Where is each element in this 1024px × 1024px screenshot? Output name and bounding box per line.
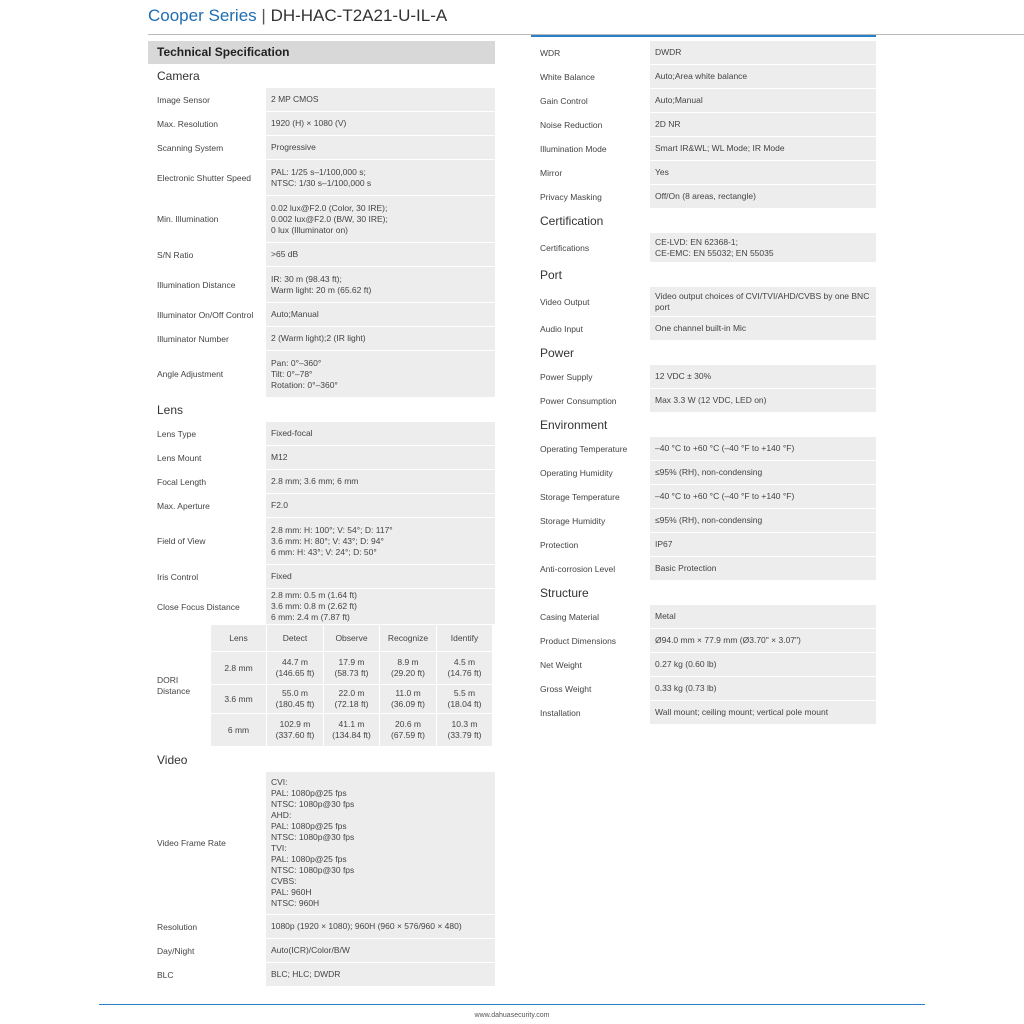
value-line: port — [655, 301, 670, 312]
spec-label: BLC — [148, 963, 266, 986]
spec-value — [650, 137, 876, 160]
value-line: 17.9 m — [338, 657, 365, 667]
spec-row-storage-temperature — [531, 485, 876, 508]
page-title — [148, 6, 447, 26]
spec-label: Protection — [531, 533, 650, 556]
value-line: DWDR — [655, 47, 682, 57]
section-environment: Environment — [540, 418, 608, 432]
right-column-rule — [531, 35, 876, 37]
spec-value — [266, 303, 495, 326]
spec-row-installation — [531, 701, 876, 724]
spec-value — [266, 351, 495, 397]
value-line: (337.60 ft) — [275, 730, 315, 740]
value-line: 2.8 mm: H: 100°; V: 54°; D: 117° — [271, 524, 393, 535]
footer-url: www.dahuasecurity.com — [474, 1012, 550, 1019]
spec-label: Casing Material — [531, 605, 650, 628]
spec-value — [266, 518, 495, 564]
value-line: (180.45 ft) — [275, 699, 315, 709]
spec-value — [266, 196, 495, 242]
dori-header — [266, 625, 323, 652]
spec-row-blc — [148, 963, 495, 986]
spec-row-certifications — [531, 233, 876, 262]
value-line: (29.20 ft) — [390, 668, 426, 678]
value-line: BLC; HLC; DWDR — [271, 969, 341, 979]
value-line: 44.7 m — [282, 657, 308, 667]
value-line: Auto;Area white balance — [655, 71, 748, 81]
spec-label: Max. Aperture — [148, 494, 266, 517]
value-line: 12 VDC ± 30% — [655, 371, 712, 381]
right-column — [531, 41, 876, 725]
power-table — [531, 365, 876, 412]
spec-value — [266, 267, 495, 302]
spec-row-image-sensor — [148, 88, 495, 111]
spec-row-illuminator-on-off-control — [148, 303, 495, 326]
value-line: PAL: 1080p@25 fps — [271, 788, 347, 798]
spec-row-s-n-ratio — [148, 243, 495, 266]
value-line: 11.0 m — [395, 688, 421, 698]
spec-value — [650, 233, 876, 262]
dori-value-cell — [323, 652, 379, 685]
spec-row-protection — [531, 533, 876, 556]
dori-lens-cell — [210, 714, 266, 747]
video-continued-table — [531, 41, 876, 208]
value-line: AHD: — [271, 810, 292, 820]
value-line: 3.6 mm — [224, 693, 253, 704]
spec-row-video-output — [531, 287, 876, 316]
spec-label: Day/Night — [148, 939, 266, 962]
spec-label: Illuminator On/Off Control — [148, 303, 266, 326]
spec-row-field-of-view — [148, 518, 495, 564]
spec-value — [266, 772, 495, 914]
spec-label: Min. Illumination — [148, 196, 266, 242]
spec-value — [650, 41, 876, 64]
spec-label: Video Frame Rate — [148, 772, 266, 914]
spec-label: Product Dimensions — [531, 629, 650, 652]
value-line: Basic Protection — [655, 563, 717, 573]
dori-distance-table — [148, 625, 495, 747]
spec-value — [266, 963, 495, 986]
value-line: NTSC: 1080p@30 fps — [271, 799, 355, 809]
value-line: 0.002 lux@F2.0 (B/W, 30 IRE); — [271, 213, 388, 224]
value-line: CE-LVD: EN 62368-1; — [655, 236, 738, 247]
spec-label: Privacy Masking — [531, 185, 650, 208]
value-line: F2.0 — [271, 500, 289, 510]
value-line: 2 MP CMOS — [271, 94, 319, 104]
spec-row-min-illumination — [148, 196, 495, 242]
dori-value-cell — [379, 685, 436, 714]
value-line: Yes — [655, 167, 669, 177]
spec-row-lens-type — [148, 422, 495, 445]
value-line: –40 °C to +60 °C (–40 °F to +140 °F) — [655, 443, 795, 453]
value-line: (72.18 ft) — [334, 699, 369, 709]
spec-label: Gross Weight — [531, 677, 650, 700]
spec-value — [266, 160, 495, 195]
value-line: 41.1 m — [338, 719, 365, 729]
spec-label: Operating Temperature — [531, 437, 650, 460]
value-line: NTSC: 1080p@30 fps — [271, 832, 355, 842]
spec-row-net-weight — [531, 653, 876, 676]
value-line: IP67 — [655, 539, 673, 549]
technical-specification-title: Technical Specification — [148, 41, 495, 64]
spec-label: Iris Control — [148, 565, 266, 588]
spec-label: Close Focus Distance — [148, 589, 266, 624]
spec-label: Noise Reduction — [531, 113, 650, 136]
value-line: NTSC: 1080p@30 fps — [271, 865, 355, 875]
value-line: CVI: — [271, 777, 288, 787]
value-line: 8.9 m — [397, 657, 419, 667]
spec-value — [266, 470, 495, 493]
spec-label: Image Sensor — [148, 88, 266, 111]
spec-row-max-resolution — [148, 112, 495, 135]
spec-value — [266, 565, 495, 588]
spec-value — [650, 461, 876, 484]
value-line: Observe — [335, 632, 368, 643]
spec-value — [650, 677, 876, 700]
spec-label: White Balance — [531, 65, 650, 88]
environment-table — [531, 437, 876, 580]
spec-label: Net Weight — [531, 653, 650, 676]
dori-value-cell — [436, 685, 492, 714]
spec-label: Angle Adjustment — [148, 351, 266, 397]
spec-value — [650, 65, 876, 88]
value-line: 55.0 m — [282, 688, 308, 698]
value-line: 20.6 m — [395, 719, 421, 729]
spec-label: Installation — [531, 701, 650, 724]
series-name: Cooper Series — [148, 6, 257, 25]
value-line: Progressive — [271, 142, 316, 152]
spec-value — [650, 437, 876, 460]
spec-label: Resolution — [148, 915, 266, 938]
dori-value-cell — [379, 652, 436, 685]
spec-row-close-focus-distance — [148, 589, 495, 624]
spec-value — [266, 422, 495, 445]
spec-label: Power Consumption — [531, 389, 650, 412]
dori-value-cell — [323, 714, 379, 747]
spec-label: Mirror — [531, 161, 650, 184]
structure-table — [531, 605, 876, 724]
value-line: (14.76 ft) — [447, 668, 482, 678]
spec-row-day-night — [148, 939, 495, 962]
spec-row-video-frame-rate — [148, 772, 495, 914]
value-line: PAL: 960H — [271, 887, 312, 897]
value-line: (36.09 ft) — [390, 699, 426, 709]
value-line: 2.8 mm: 0.5 m (1.64 ft) — [271, 590, 357, 600]
value-line: (146.65 ft) — [275, 668, 315, 678]
spec-value — [650, 287, 876, 316]
value-line: >65 dB — [271, 249, 299, 259]
spec-row-focal-length — [148, 470, 495, 493]
value-line: Smart IR&WL; WL Mode; IR Mode — [655, 143, 785, 153]
spec-value — [650, 365, 876, 388]
spec-value — [266, 136, 495, 159]
value-line: Max 3.3 W (12 VDC, LED on) — [655, 395, 767, 405]
spec-value — [650, 701, 876, 724]
video-table — [148, 915, 495, 986]
section-camera: Camera — [157, 69, 200, 83]
spec-row-gross-weight — [531, 677, 876, 700]
spec-label: WDR — [531, 41, 650, 64]
value-line: Off/On (8 areas, rectangle) — [655, 191, 756, 201]
spec-row-operating-humidity — [531, 461, 876, 484]
model-number: DH-HAC-T2A21-U-IL-A — [270, 6, 448, 25]
value-line: Pan: 0°–360° — [271, 357, 322, 368]
value-line: Auto;Manual — [655, 95, 703, 105]
spec-row-white-balance — [531, 65, 876, 88]
value-line: PAL: 1/25 s–1/100,000 s; — [271, 166, 366, 177]
value-line: 2.8 mm; 3.6 mm; 6 mm — [271, 476, 359, 486]
value-line: M12 — [271, 452, 288, 462]
spec-value — [650, 389, 876, 412]
title-separator: | — [261, 6, 266, 25]
value-line: Recognize — [387, 632, 429, 643]
spec-value — [650, 113, 876, 136]
spec-value — [266, 494, 495, 517]
spec-label: Storage Temperature — [531, 485, 650, 508]
value-line: 0 lux (Illuminator on) — [271, 224, 349, 235]
value-line: 0.27 kg (0.60 lb) — [655, 659, 717, 669]
spec-value — [266, 446, 495, 469]
dori-value-cell — [379, 714, 436, 747]
dori-value-cell — [436, 714, 492, 747]
value-line: Metal — [655, 611, 676, 621]
spec-row-anti-corrosion-level — [531, 557, 876, 580]
value-line: Fixed — [271, 571, 292, 581]
spec-row-product-dimensions — [531, 629, 876, 652]
value-line: 2D NR — [655, 119, 681, 129]
spec-value — [266, 327, 495, 350]
spec-row-illumination-mode — [531, 137, 876, 160]
spec-label: Illumination Distance — [148, 267, 266, 302]
spec-value — [650, 629, 876, 652]
footer-rule — [99, 1004, 925, 1005]
value-line: –40 °C to +60 °C (–40 °F to +140 °F) — [655, 491, 795, 501]
spec-label: Power Supply — [531, 365, 650, 388]
value-line: NTSC: 1/30 s–1/100,000 s — [271, 177, 372, 188]
value-line: One channel built-in Mic — [655, 323, 747, 333]
spec-row-iris-control — [148, 565, 495, 588]
spec-value — [266, 112, 495, 135]
spec-row-illumination-distance — [148, 267, 495, 302]
value-line: 2.8 mm — [224, 662, 253, 673]
spec-value — [266, 915, 495, 938]
spec-label: Storage Humidity — [531, 509, 650, 532]
spec-value — [650, 161, 876, 184]
spec-label: S/N Ratio — [148, 243, 266, 266]
value-line: ≤95% (RH), non-condensing — [655, 467, 763, 477]
value-line: Detect — [282, 632, 308, 643]
value-line: NTSC: 960H — [271, 898, 320, 908]
spec-row-power-consumption — [531, 389, 876, 412]
spec-value — [650, 89, 876, 112]
dori-value-cell — [266, 685, 323, 714]
spec-row-casing-material — [531, 605, 876, 628]
value-line: 2 (Warm light);2 (IR light) — [271, 333, 366, 343]
value-line: IR: 30 m (98.43 ft); — [271, 273, 342, 284]
value-line: 4.5 m — [453, 657, 476, 667]
spec-label: Anti-corrosion Level — [531, 557, 650, 580]
spec-row-electronic-shutter-speed — [148, 160, 495, 195]
spec-value — [650, 317, 876, 340]
spec-row-angle-adjustment — [148, 351, 495, 397]
value-line: Ø94.0 mm × 77.9 mm (Ø3.70" × 3.07") — [655, 635, 801, 645]
spec-label: Max. Resolution — [148, 112, 266, 135]
spec-label: Lens Type — [148, 422, 266, 445]
spec-label: Field of View — [148, 518, 266, 564]
spec-row-resolution — [148, 915, 495, 938]
certification-table — [531, 233, 876, 262]
dori-label — [148, 625, 210, 747]
spec-label: Scanning System — [148, 136, 266, 159]
port-table — [531, 287, 876, 340]
spec-label: Focal Length — [148, 470, 266, 493]
spec-row-scanning-system — [148, 136, 495, 159]
value-line: TVI: — [271, 843, 287, 853]
value-line: 102.9 m — [279, 719, 311, 729]
left-column — [148, 41, 495, 987]
value-line: PAL: 1080p@25 fps — [271, 854, 347, 864]
spec-row-lens-mount — [148, 446, 495, 469]
spec-row-noise-reduction — [531, 113, 876, 136]
spec-value — [650, 509, 876, 532]
spec-value — [650, 605, 876, 628]
value-line: 5.5 m — [453, 688, 476, 698]
value-line: Video output choices of CVI/TVI/AHD/CVBS by one BNC — [655, 290, 870, 301]
value-line: Warm light: 20 m (65.62 ft) — [271, 284, 372, 295]
value-line: 10.3 m — [451, 719, 478, 729]
value-line: 6 mm: H: 43°; V: 24°; D: 50° — [271, 546, 377, 557]
value-line: (18.04 ft) — [447, 699, 482, 709]
spec-value — [266, 88, 495, 111]
value-line: Tilt: 0°–78° — [271, 368, 313, 379]
dori-header — [436, 625, 492, 652]
spec-value — [650, 185, 876, 208]
spec-value — [266, 243, 495, 266]
section-lens: Lens — [157, 403, 184, 417]
dori-value-cell — [266, 714, 323, 747]
spec-row-max-aperture — [148, 494, 495, 517]
section-port: Port — [540, 268, 563, 282]
value-line: CVBS: — [271, 876, 297, 886]
spec-row-power-supply — [531, 365, 876, 388]
value-line: 0.33 kg (0.73 lb) — [655, 683, 717, 693]
spec-row-audio-input — [531, 317, 876, 340]
value-line: 22.0 m — [338, 688, 365, 698]
value-line: 6 mm — [227, 724, 250, 735]
dori-header — [323, 625, 379, 652]
value-line: (33.79 ft) — [447, 730, 482, 740]
spec-row-operating-temperature — [531, 437, 876, 460]
lens-table — [148, 422, 495, 624]
spec-value — [650, 653, 876, 676]
spec-label: Lens Mount — [148, 446, 266, 469]
section-structure: Structure — [540, 586, 589, 600]
value-line: Auto(ICR)/Color/B/W — [271, 945, 350, 955]
value-line: CE-EMC: EN 55032; EN 55035 — [655, 247, 774, 258]
value-line: Wall mount; ceiling mount; vertical pole mount — [655, 707, 829, 717]
spec-row-privacy-masking — [531, 185, 876, 208]
spec-label: Certifications — [531, 233, 650, 262]
spec-row-mirror — [531, 161, 876, 184]
dori-header — [379, 625, 436, 652]
spec-row-storage-humidity — [531, 509, 876, 532]
value-line: Lens — [229, 632, 248, 643]
spec-label: Video Output — [531, 287, 650, 316]
dori-value-cell — [436, 652, 492, 685]
spec-row-wdr — [531, 41, 876, 64]
dori-header — [210, 625, 266, 652]
value-line: 1080p (1920 × 1080); 960H (960 × 576/960 × 480) — [271, 921, 462, 931]
value-line: Distance — [157, 686, 191, 696]
section-video: Video — [157, 753, 188, 767]
value-line: (58.73 ft) — [334, 668, 369, 678]
camera-table — [148, 88, 495, 397]
value-line: DORI — [157, 675, 179, 685]
value-line: (67.59 ft) — [390, 730, 426, 740]
value-line: Identify — [450, 632, 479, 643]
section-power: Power — [540, 346, 575, 360]
section-certification: Certification — [540, 214, 604, 228]
dori-lens-cell — [210, 685, 266, 714]
spec-row-illuminator-number — [148, 327, 495, 350]
value-line: 1920 (H) × 1080 (V) — [271, 118, 347, 128]
spec-value — [650, 485, 876, 508]
spec-label: Illumination Mode — [531, 137, 650, 160]
value-line: (134.84 ft) — [332, 730, 371, 740]
spec-label: Operating Humidity — [531, 461, 650, 484]
value-line: 6 mm: 2.4 m (7.87 ft) — [271, 612, 350, 622]
dori-value-cell — [266, 652, 323, 685]
spec-value — [266, 939, 495, 962]
value-line: Rotation: 0°–360° — [271, 379, 338, 390]
value-line: Fixed-focal — [271, 428, 313, 438]
spec-value — [650, 533, 876, 556]
spec-value — [266, 589, 495, 624]
spec-label: Electronic Shutter Speed — [148, 160, 266, 195]
value-line: 0.02 lux@F2.0 (Color, 30 IRE); — [271, 202, 388, 213]
value-line: PAL: 1080p@25 fps — [271, 821, 347, 831]
value-line: 3.6 mm: 0.8 m (2.62 ft) — [271, 601, 357, 611]
value-line: Auto;Manual — [271, 309, 319, 319]
dori-lens-cell — [210, 652, 266, 685]
dori-value-cell — [323, 685, 379, 714]
spec-row-gain-control — [531, 89, 876, 112]
spec-label: Audio Input — [531, 317, 650, 340]
spec-value — [650, 557, 876, 580]
value-line: 3.6 mm: H: 80°; V: 43°; D: 94° — [271, 535, 384, 546]
value-line: ≤95% (RH), non-condensing — [655, 515, 763, 525]
spec-label: Illuminator Number — [148, 327, 266, 350]
spec-label: Gain Control — [531, 89, 650, 112]
